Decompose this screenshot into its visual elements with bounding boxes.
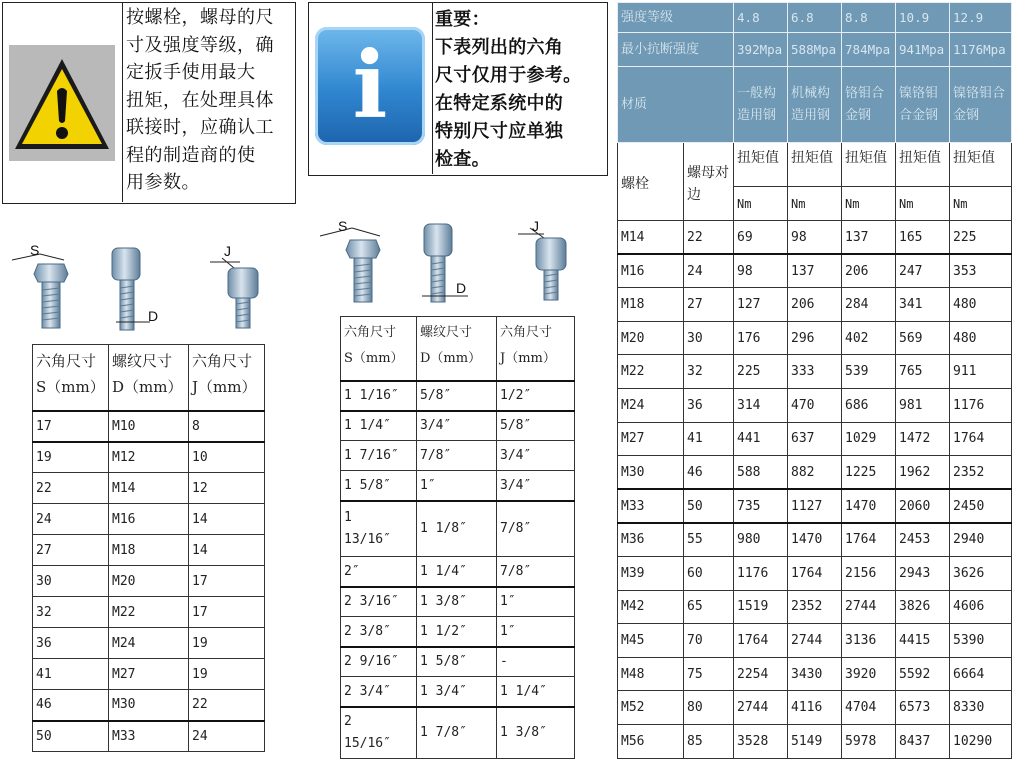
table-row [341, 501, 575, 557]
header-cell: 六角尺寸 S（mm） [33, 345, 109, 411]
table-cell: 1″ [497, 587, 575, 617]
table-cell: 8437 [896, 724, 950, 758]
table-cell: 1962 [896, 456, 950, 490]
table-cell: M20 [618, 321, 684, 355]
info-line: 重要： [435, 9, 490, 30]
table-cell: 1519 [734, 590, 788, 624]
table-row [33, 504, 265, 535]
table-cell: M27 [109, 659, 189, 690]
table-cell: 569 [896, 321, 950, 355]
table-row [341, 381, 575, 411]
value-label: 扭矩值 [896, 143, 950, 187]
dim-d-label: D [148, 308, 159, 324]
table-cell: 2453 [896, 523, 950, 557]
value-label: 扭矩值 [734, 143, 788, 187]
warning-line: 扭矩，在处理具体 [126, 89, 274, 111]
table-cell: 22 [33, 473, 109, 504]
table-cell: 3920 [842, 657, 896, 691]
hex-bolt-icon [12, 254, 68, 328]
table-cell: 19 [189, 628, 265, 659]
table-cell: M45 [618, 624, 684, 658]
material-cell: 机械构造用钢 [788, 67, 842, 143]
table-cell: 19 [33, 442, 109, 473]
table-cell: 539 [842, 355, 896, 389]
table-row [33, 535, 265, 566]
strength-label: 最小抗断强度 [618, 33, 734, 67]
strength-cell: 941Mpa [896, 33, 950, 67]
info-line: 尺寸仅用于参考。 [435, 65, 582, 86]
table-cell: 2744 [734, 691, 788, 725]
bolt-diagrams-middle [318, 214, 588, 310]
inch-hex-size-table [340, 316, 575, 759]
warning-line: 按螺栓，螺母的尺 [126, 7, 274, 28]
table-cell: 247 [896, 254, 950, 288]
table-cell: 765 [896, 355, 950, 389]
table-row [33, 690, 265, 721]
info-line: 特别尺寸应单独 [435, 121, 564, 142]
table-cell: 1 7/8″ [417, 707, 497, 759]
table-cell: 4606 [950, 590, 1012, 624]
value-label: 扭矩值 [950, 143, 1012, 187]
warning-icon-cell [3, 3, 123, 202]
warning-line: 联接时，应确认工 [126, 117, 274, 138]
table-cell: 1470 [842, 489, 896, 523]
table-cell: 30 [33, 566, 109, 597]
table-cell: 2 3/8″ [341, 617, 417, 647]
table-cell: 1764 [950, 422, 1012, 456]
table-cell: 2″ [341, 557, 417, 587]
bolt-diagrams-left [10, 234, 280, 334]
table-row [341, 677, 575, 707]
table-cell: M20 [109, 566, 189, 597]
table-row [341, 647, 575, 677]
info-icon-cell [309, 3, 433, 174]
table-cell: 1″ [417, 471, 497, 501]
table-cell: 1127 [788, 489, 842, 523]
warning-line: 定扳手使用最大 [126, 62, 256, 83]
table-cell: 14 [189, 504, 265, 535]
table-cell: M30 [109, 690, 189, 721]
table-cell: 2940 [950, 523, 1012, 557]
table-cell: 14 [189, 535, 265, 566]
table-cell: - [497, 647, 575, 677]
warning-text [126, 4, 294, 197]
table-row [341, 557, 575, 587]
table-cell: 27 [684, 288, 734, 322]
table-cell: 36 [684, 388, 734, 422]
table-cell: 4415 [896, 624, 950, 658]
table-cell: 50 [684, 489, 734, 523]
table-cell: 314 [734, 388, 788, 422]
table-cell: 1 1/4″ [417, 557, 497, 587]
strength-cell: 392Mpa [734, 33, 788, 67]
table-cell: 10290 [950, 724, 1012, 758]
table-cell: 3826 [896, 590, 950, 624]
table-cell: 637 [788, 422, 842, 456]
table-cell: 1472 [896, 422, 950, 456]
table-cell: 1176 [950, 388, 1012, 422]
table-cell: 3136 [842, 624, 896, 658]
table-cell: 50 [33, 721, 109, 752]
table-cell: 980 [734, 523, 788, 557]
table-cell: M52 [618, 691, 684, 725]
table-cell: 5390 [950, 624, 1012, 658]
table-row [618, 355, 1012, 389]
dim-d-label: D [456, 280, 467, 296]
table-cell: 80 [684, 691, 734, 725]
table-row [33, 411, 265, 442]
warning-line: 程的制造商的使 [126, 144, 256, 166]
dim-j-label: J [224, 243, 231, 259]
strength-cell: 1176Mpa [950, 33, 1012, 67]
table-cell: 2254 [734, 657, 788, 691]
table-cell: 137 [788, 254, 842, 288]
unit-cell: Nm [734, 187, 788, 221]
info-line: 下表列出的六角 [435, 37, 564, 58]
value-label: 扭矩值 [788, 143, 842, 187]
table-cell: M42 [618, 590, 684, 624]
table-cell: 24 [189, 721, 265, 752]
table-cell: 4116 [788, 691, 842, 725]
table-cell: 1 3/8″ [417, 587, 497, 617]
table-cell: 6573 [896, 691, 950, 725]
table-cell: 284 [842, 288, 896, 322]
table-cell: M27 [618, 422, 684, 456]
table-cell: 98 [734, 254, 788, 288]
table-cell: 32 [684, 355, 734, 389]
table-cell: 480 [950, 288, 1012, 322]
table-cell: M56 [618, 724, 684, 758]
table-cell: 1 7/16″ [341, 441, 417, 471]
grade-row [618, 3, 1012, 33]
table-header-row [33, 345, 265, 411]
table-cell: 2 3/16″ [341, 587, 417, 617]
material-cell: 铬钼合金钢 [842, 67, 896, 143]
table-cell: M30 [618, 456, 684, 490]
table-cell: 3/4″ [417, 411, 497, 441]
table-cell: M16 [109, 504, 189, 535]
value-label-row [618, 143, 1012, 187]
table-row [33, 628, 265, 659]
table-row [341, 587, 575, 617]
table-cell: 2060 [896, 489, 950, 523]
value-label: 扭矩值 [842, 143, 896, 187]
table-cell: 5149 [788, 724, 842, 758]
table-row [618, 321, 1012, 355]
table-cell: 1764 [734, 624, 788, 658]
table-cell: 2450 [950, 489, 1012, 523]
table-cell: 127 [734, 288, 788, 322]
table-cell: M12 [109, 442, 189, 473]
table-cell: 1764 [788, 556, 842, 590]
table-cell: 441 [734, 422, 788, 456]
table-cell: 402 [842, 321, 896, 355]
table-row [341, 441, 575, 471]
header-cell: 螺纹尺寸 D（mm） [417, 317, 497, 381]
table-cell: 1225 [842, 456, 896, 490]
table-cell: 1 13/16″ [341, 501, 417, 557]
table-cell: M16 [618, 254, 684, 288]
table-cell: 22 [684, 221, 734, 255]
strength-cell: 784Mpa [842, 33, 896, 67]
nut-label: 螺母对边 [684, 143, 734, 221]
hex-bolt-icon [320, 228, 380, 302]
info-glyph: i [352, 31, 388, 139]
info-note [308, 2, 608, 176]
table-cell: 165 [896, 221, 950, 255]
table-cell: 75 [684, 657, 734, 691]
grade-cell: 8.8 [842, 3, 896, 33]
table-row [618, 590, 1012, 624]
table-row [618, 724, 1012, 758]
table-cell: 5978 [842, 724, 896, 758]
header-cell: 六角尺寸 J（mm） [189, 345, 265, 411]
table-cell: 60 [684, 556, 734, 590]
table-cell: 5592 [896, 657, 950, 691]
table-cell: 17 [33, 411, 109, 442]
table-cell: 7/8″ [497, 501, 575, 557]
table-row [618, 624, 1012, 658]
table-cell: 3/4″ [497, 441, 575, 471]
warning-note [2, 2, 296, 204]
table-cell: M39 [618, 556, 684, 590]
table-cell: 3528 [734, 724, 788, 758]
grade-cell: 4.8 [734, 3, 788, 33]
table-cell: 296 [788, 321, 842, 355]
socket-screw-icon [210, 258, 258, 328]
table-cell: 2 9/16″ [341, 647, 417, 677]
table-cell: 1176 [734, 556, 788, 590]
table-cell: M36 [618, 523, 684, 557]
table-cell: M22 [109, 597, 189, 628]
table-cell: 46 [33, 690, 109, 721]
table-cell: 17 [189, 597, 265, 628]
table-cell: 36 [33, 628, 109, 659]
table-row [618, 691, 1012, 725]
table-cell: 1 1/8″ [417, 501, 497, 557]
table-cell: 24 [684, 254, 734, 288]
table-row [618, 422, 1012, 456]
grade-cell: 6.8 [788, 3, 842, 33]
table-header-row [341, 317, 575, 381]
info-icon [315, 27, 425, 145]
strength-row [618, 33, 1012, 67]
table-cell: 911 [950, 355, 1012, 389]
table-row [33, 597, 265, 628]
table-cell: 470 [788, 388, 842, 422]
table-cell: 1/2″ [497, 381, 575, 411]
table-cell: 206 [788, 288, 842, 322]
table-cell: 225 [950, 221, 1012, 255]
table-cell: 2744 [788, 624, 842, 658]
table-cell: 1470 [788, 523, 842, 557]
info-line: 检查。 [435, 149, 490, 170]
table-cell: 5/8″ [417, 381, 497, 411]
table-cell: 341 [896, 288, 950, 322]
dim-j-label: J [532, 218, 539, 234]
table-cell: 24 [33, 504, 109, 535]
unit-cell: Nm [896, 187, 950, 221]
table-cell: 2943 [896, 556, 950, 590]
table-cell: 3626 [950, 556, 1012, 590]
table-row [33, 473, 265, 504]
table-row [33, 442, 265, 473]
table-cell: M18 [618, 288, 684, 322]
warning-line: 用参数。 [126, 172, 200, 193]
table-cell: M24 [618, 388, 684, 422]
table-cell: M22 [618, 355, 684, 389]
header-cell: 螺纹尺寸 D（mm） [109, 345, 189, 411]
unit-cell: Nm [950, 187, 1012, 221]
grade-cell: 12.9 [950, 3, 1012, 33]
table-cell: 735 [734, 489, 788, 523]
header-cell: 六角尺寸 J（mm） [497, 317, 575, 381]
table-cell: M33 [618, 489, 684, 523]
material-cell: 镍铬钼合金钢 [950, 67, 1012, 143]
unit-cell: Nm [842, 187, 896, 221]
material-row [618, 67, 1012, 143]
table-cell: 22 [189, 690, 265, 721]
table-row [33, 659, 265, 690]
table-cell: 1 1/4″ [497, 677, 575, 707]
socket-cap-screw-icon [112, 248, 150, 330]
table-row [33, 566, 265, 597]
table-cell: 686 [842, 388, 896, 422]
torque-table [617, 2, 1012, 759]
table-row [618, 489, 1012, 523]
table-cell: 480 [950, 321, 1012, 355]
table-cell: 137 [842, 221, 896, 255]
table-cell: 1 1/2″ [417, 617, 497, 647]
table-cell: 8330 [950, 691, 1012, 725]
table-cell: 1 1/16″ [341, 381, 417, 411]
table-cell: M14 [109, 473, 189, 504]
warning-triangle-icon [9, 45, 115, 161]
table-cell: 2 15/16″ [341, 707, 417, 759]
table-cell: 353 [950, 254, 1012, 288]
table-row [341, 471, 575, 501]
table-cell: M14 [618, 221, 684, 255]
strength-cell: 588Mpa [788, 33, 842, 67]
table-cell: M48 [618, 657, 684, 691]
table-cell: 588 [734, 456, 788, 490]
table-cell: 8 [189, 411, 265, 442]
table-cell: 2352 [788, 590, 842, 624]
dim-s-label: S [30, 242, 40, 258]
table-cell: 206 [842, 254, 896, 288]
table-cell: 46 [684, 456, 734, 490]
table-cell: 69 [734, 221, 788, 255]
table-row [341, 411, 575, 441]
table-cell: 2156 [842, 556, 896, 590]
table-cell: 1 1/4″ [341, 411, 417, 441]
table-row [341, 617, 575, 647]
header-cell: 六角尺寸 S（mm） [341, 317, 417, 381]
info-line: 在特定系统中的 [435, 93, 564, 114]
table-cell: 55 [684, 523, 734, 557]
table-cell: 12 [189, 473, 265, 504]
table-cell: 10 [189, 442, 265, 473]
table-cell: 225 [734, 355, 788, 389]
table-cell: 19 [189, 659, 265, 690]
table-row [618, 221, 1012, 255]
table-row [33, 721, 265, 752]
table-cell: M33 [109, 721, 189, 752]
table-cell: M24 [109, 628, 189, 659]
table-cell: 1 5/8″ [417, 647, 497, 677]
table-cell: 3/4″ [497, 471, 575, 501]
table-cell: 85 [684, 724, 734, 758]
table-row [341, 707, 575, 759]
warning-line: 寸及强度等级，确 [126, 34, 274, 56]
table-row [618, 288, 1012, 322]
table-cell: 1 5/8″ [341, 471, 417, 501]
table-cell: 2 3/4″ [341, 677, 417, 707]
table-cell: 41 [33, 659, 109, 690]
dim-s-label: S [338, 218, 348, 234]
table-row [618, 254, 1012, 288]
table-cell: 3430 [788, 657, 842, 691]
table-cell: 6664 [950, 657, 1012, 691]
material-cell: 镍铬钼合金钢 [896, 67, 950, 143]
table-row [618, 388, 1012, 422]
grade-label: 强度等级 [618, 3, 734, 33]
metric-hex-size-table [32, 344, 265, 752]
table-row [618, 523, 1012, 557]
table-cell: M10 [109, 411, 189, 442]
table-cell: 1″ [497, 617, 575, 647]
table-cell: 4704 [842, 691, 896, 725]
table-cell: 882 [788, 456, 842, 490]
table-row [618, 456, 1012, 490]
table-cell: 981 [896, 388, 950, 422]
table-cell: 333 [788, 355, 842, 389]
table-cell: 7/8″ [417, 441, 497, 471]
table-cell: 98 [788, 221, 842, 255]
table-cell: 2352 [950, 456, 1012, 490]
table-row [618, 657, 1012, 691]
table-cell: 1 3/8″ [497, 707, 575, 759]
table-cell: 1 3/4″ [417, 677, 497, 707]
table-cell: 65 [684, 590, 734, 624]
unit-cell: Nm [788, 187, 842, 221]
table-row [618, 556, 1012, 590]
table-cell: 7/8″ [497, 557, 575, 587]
table-cell: 17 [189, 566, 265, 597]
table-cell: 30 [684, 321, 734, 355]
grade-cell: 10.9 [896, 3, 950, 33]
table-cell: 176 [734, 321, 788, 355]
material-label: 材质 [618, 67, 734, 143]
table-cell: 70 [684, 624, 734, 658]
socket-screw-icon [518, 228, 566, 300]
material-cell: 一般构造用钢 [734, 67, 788, 143]
bolt-label: 螺栓 [618, 143, 684, 221]
table-cell: 27 [33, 535, 109, 566]
table-cell: 32 [33, 597, 109, 628]
table-cell: M18 [109, 535, 189, 566]
table-cell: 5/8″ [497, 411, 575, 441]
table-cell: 2744 [842, 590, 896, 624]
info-text [435, 6, 607, 174]
table-cell: 1764 [842, 523, 896, 557]
table-cell: 1029 [842, 422, 896, 456]
table-cell: 41 [684, 422, 734, 456]
